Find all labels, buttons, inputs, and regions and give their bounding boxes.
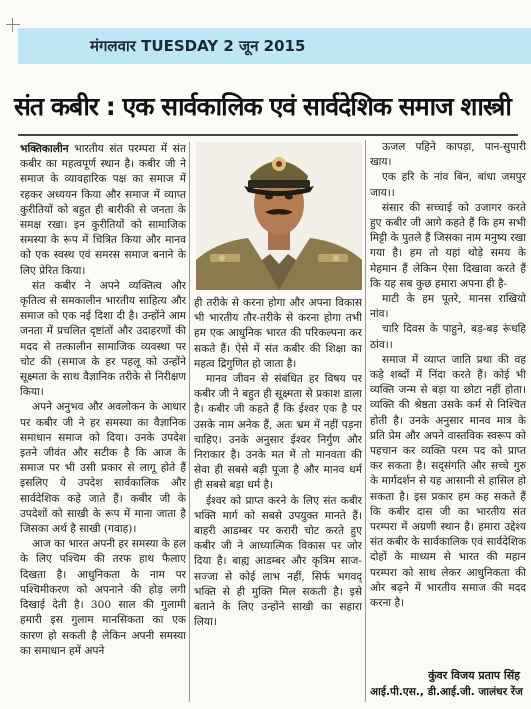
paragraph: समाज में व्याप्त जाति प्रथा की वह कड़े शब्दों में निंदा करते हैं। कोई भी व्यक्ति जन्म से बड़ा या छोटा नहीं होता। व्यक्ति की श्रेष्ठता उसके कर्म से निश्चित होती है। उनके अनुसार मानव मात्र के प्रति प्रेम और अपने वास्तविक स्वरूप को पहचान कर व्यक्ति परम पद को प्राप्त कर सकता है। सद्संगति और सच्चे गुरु के मार्गदर्शन से यह आसानी से हासिल हो सकता है। इस प्रकार हम कह सकते हैं कि कबीर दास जी का भारतीय संत परम्परा में अग्रणी स्थान है। हमारा उद्देश्य संत कबीर के सार्वकालिक एवं सार्वदेशिक दोहों के माध्यम से भारत की महान परम्परा को साथ लेकर आधुनिकता की ओर बढ़ने में भारतीय समाज की मदद करना है।	[370, 353, 526, 610]
dateline: मंगलवार TUESDAY 2 जून 2015	[90, 37, 306, 55]
paragraph: ईश्वर को प्राप्त करने के लिए संत कबीर भक्ति मार्ग को सबसे उपयुक्त मानते हैं। बाहरी आडम्बर पर करारी चोट करते हुए कबीर जी ने आध्यात्मिक विकास पर जोर दिया है। बाह्य आडम्बर और कृत्रिम साज-सज्जा से कोई लाभ नहीं, सिर्फ भगवद् भक्ति से ही मुक्ति मिल सकती है। इसे बताने के लिए उन्होंने साखी का सहारा लिया।	[194, 494, 362, 629]
article-column-3	[370, 140, 526, 610]
article-headline: संत कबीर : एक सार्वकालिक एवं सार्वदेशिक समाज शास्त्री	[14, 92, 511, 121]
paragraph: आज का भारत अपनी हर समस्या के हल के लिए पश्चिम की तरफ हाथ फैलाए दिखता है। आधुनिकता के नाम पर पश्चिमीकरण को अपनाने की होड़ लगी दिखाई देती है। 300 साल की गुलामी हमारी इस गुलाम मानसिकता का एक कारण हो सकती है लेकिन अपनी समस्या का समाधान हमें अपने	[20, 538, 186, 657]
article-column-1	[20, 142, 186, 702]
couplet-line: ऊजल पहिने कापड़ा, पान-सुपारी खाय।	[370, 141, 526, 169]
paragraph: संसार की सच्चाई को उजागर करते हुए कबीर जी आगे कहते हैं कि हम सभी मिट्टी के पुतले हैं जिसका नाम मनुष्य रखा गया है। हम तो यहां थोड़े समय के मेहमान हैं लेकिन ऐसा दिखावा करते हैं कि यह सब कुछ हमारा अपना ही है-	[370, 201, 526, 290]
officer-portrait-icon	[196, 142, 362, 290]
couplet-line: चारि दिवस के पाहुने, बड़-बड़ रूंधहि ठांव।।	[370, 323, 526, 351]
couplet-line: एक हरि के नांव बिन, बांधा जमपुर जाय।।	[370, 171, 526, 199]
author-photo	[196, 142, 362, 290]
paragraph	[20, 142, 186, 279]
author-title: आई.पी.एस., डी.आई.जी. जालंधर रेंज	[370, 686, 523, 698]
paragraph: संत कबीर ने अपने व्यक्तित्व और कृतित्व से समकालीन भारतीय साहित्य और समाज को एक नई दिशा दी है। उन्होंने आम जनता में प्रचलित दृष्टांतों और उदाहरणों की मदद से तत्कालीन सामाजिक व्यवस्था पर चोट की (समाज के हर पहलू को उन्होंने सूक्ष्मता के साथ वैज्ञानिक तरीके से निरीक्षण किया।	[20, 279, 186, 399]
paragraph: अपने अनुभव और अवलोकन के आधार पर कबीर जी ने हर समस्या का वैज्ञानिक समाधान समाज को दिया। उनके उपदेश इतने जीवंत और सटीक है कि आज के समाज पर भी उसी प्रकार से लागू होते हैं इसलिए ये उपदेश सार्वकालिक और सार्वदेशिक कहे जाते हैं। कबीर जी के उपदेशों को साखी के रूप में माना जाता है जिसका अर्थ है साखी (गवाह)।	[20, 401, 186, 536]
column-divider	[365, 140, 366, 702]
couplet-line: माटी के हम पूतरे, मानस राखियो नांव।	[370, 293, 526, 321]
headline-rule	[18, 134, 518, 136]
paragraph: ही तरीके से करना होगा और अपना विकास भी भारतीय तौर-तरीके से करना होगा तभी हम एक आधुनिक भारत की परिकल्पना कर सकते हैं। ऐसे में संत कबीर की शिक्षा का महत्व द्रिगुणित हो जाता है।	[194, 297, 362, 370]
lead-word: भक्तिकालीन	[20, 143, 69, 155]
author-name: कुंवर विजय प्रताप सिंह	[428, 669, 520, 682]
article-column-2	[194, 296, 362, 702]
column-divider	[189, 142, 190, 702]
author-byline	[370, 668, 528, 700]
paragraph-text: भारतीय संत परम्परा में संत कबीर का महत्वपूर्ण स्थान है। कबीर जी ने समाज के व्यावहारिक पक्ष का समाज में रहकर अध्ययन किया और समाज में व्याप्त कुरीतियों को बहुत ही बारीकी से जनता के समक्ष रखा। इन कुरीतियों को सामाजिक समस्या के रूप में चित्रित किया और मानव को एक स्वस्थ एवं समरस समाज बनाने के लिए प्रेरित किया।	[20, 143, 186, 277]
paragraph: मानव जीवन से संबंधित हर विषय पर कबीर जी ने बहुत ही सूक्ष्मता से प्रकाश डाला है। कबीर जी कहते हैं कि ईश्वर एक है पर उसके नाम अनेक हैं, अतः भ्रम में नहीं पड़ना चाहिए। उनके अनुसार ईश्वर निर्गुण और निराकार है। उनके मत में तो मानवता की सेवा ही सबसे बड़ी पूजा है और मानव धर्म ही सबसे बड़ा धर्म है।	[194, 373, 362, 492]
